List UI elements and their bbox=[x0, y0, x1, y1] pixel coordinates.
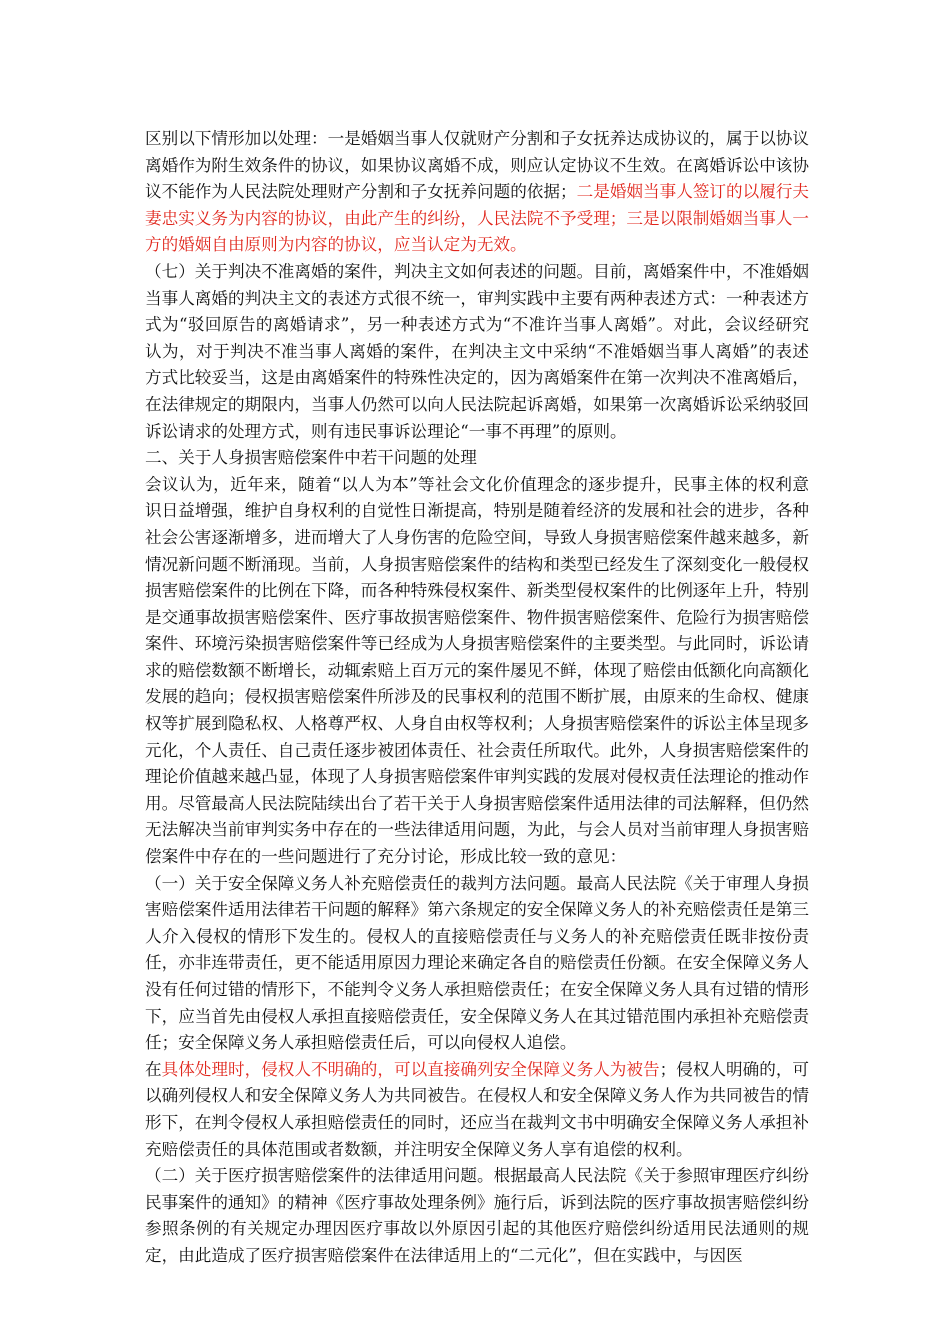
paragraph-personal-injury-overview: 会议认为，近年来，随着“以人为本”等社会文化价值理念的逐步提升，民事主体的权利意识日益增强，维护自身权利的自觉性日渐提高，特别是随着经济的发展和社会的进步，各种社会公害逐渐增多，进而增大了人身伤害的危险空间，导致人身损害赔偿案件越来越多，新情况新问题不断涌现。当前，人身损害赔偿案件的结构和类型已经发生了深刻变化一般侵权损害赔偿案件的比例在下降，而各种特殊侵权案件、新类型侵权案件的比例逐年上升，特别是交通事故损害赔偿案件、医疗事故损害赔偿案件、物件损害赔偿案件、危险行为损害赔偿案件、环境污染损害赔偿案件等已经成为人身损害赔偿案件的主要类型。与此同时，诉讼请求的赔偿数额不断增长，动辄索赔上百万元的案件屡见不鲜，体现了赔偿由低额化向高额化发展的趋向；侵权损害赔偿案件所涉及的民事权利的范围不断扩展，由原来的生命权、健康权等扩展到隐私权、人格尊严权、人身自由权等权利；人身损害赔偿案件的诉讼主体呈现多元化，个人责任、自己责任逐步被团体责任、社会责任所取代。此外，人身损害赔偿案件的理论价值越来越凸显，体现了人身损害赔偿案件审判实践的发展对侵权责任法理论的推动作用。尽管最高人民法院陆续出台了若干关于人身损害赔偿案件适用法律的司法解释，但仍然无法解决当前审判实务中存在的一些法律适用问题，为此，与会人员对当前审理人身损害赔偿案件中存在的一些问题进行了充分讨论，形成比较一致的意见： bbox=[145, 474, 809, 867]
paragraph-medical-damages: （二）关于医疗损害赔偿案件的法律适用问题。根据最高人民法院《关于参照审理医疗纠纷民事案件的通知》的精神《医疗事故处理条例》施行后，诉到法院的医疗事故损害赔偿纠纷参照条例的有关规定办理因医疗事故以外原因引起的其他医疗赔偿纠纷适用民法通则的规定，由此造成了医疗损害赔偿案件在法律适用上的“二元化”，但在实践中，与因医 bbox=[145, 1166, 809, 1265]
paragraph-text: 区别以下情形加以处理：一是婚姻当事人仅就财产分割和子女抚养达成协议的，属于以协议离婚作为附生效条件的协议，如果协议离婚不成，则应认定协议不生效。在离婚诉讼中该协议不能作为人民法院处理财产分割和子女抚养问题的依据； bbox=[145, 129, 809, 202]
highlighted-text: 具体处理时，侵权人不明确的，可以直接确列安全保障义务人为被告 bbox=[161, 1059, 660, 1079]
section-heading: 二、关于人身损害赔偿案件中若干问题的处理 bbox=[145, 448, 477, 468]
paragraph-text: 在 bbox=[145, 1059, 162, 1079]
paragraph-divorce-judgment: （七）关于判决不准离婚的案件，判决主文如何表述的问题。目前，离婚案件中，不准婚姻当事人离婚的判决主文的表述方式很不统一，审判实践中主要有两种表述方式：一种表述方式为“驳回原告的离婚请求”，另一种表述方式为“不准许当事人离婚”。对此，会议经研究认为，对于判决不准当事人离婚的案件，在判决主文中采纳“不准婚姻当事人离婚”的表述方式比较妥当，这是由离婚案件的特殊性决定的，因为离婚案件在第一次判决不准离婚后，在法律规定的期限内，当事人仍然可以向人民法院起诉离婚，如果第一次离婚诉讼采纳驳回诉讼请求的处理方式，则有违民事诉讼理论“一事不再理”的原则。 bbox=[145, 261, 809, 441]
paragraph-specific-handling bbox=[145, 1057, 809, 1163]
paragraph-security-obligation: （一）关于安全保障义务人补充赔偿责任的裁判方法问题。最高人民法院《关于审理人身损害赔偿案件适用法律若干问题的解释》第六条规定的安全保障义务人的补充赔偿责任是第三人介入侵权的情形下发生的。侵权人的直接赔偿责任与义务人的补充赔偿责任既非按份责任，亦非连带责任，更不能适用原因力理论来确定各自的赔偿责任份额。在安全保障义务人没有任何过错的情形下，不能判令义务人承担赔偿责任；在安全保障义务人具有过错的情形下，应当首先由侵权人承担直接赔偿责任，安全保障义务人在其过错范围内承担补充赔偿责任；安全保障义务人承担赔偿责任后，可以向侵权人追偿。 bbox=[145, 873, 809, 1053]
highlighted-text: 二是婚姻当事人签订的以履行夫妻忠实义务为内容的协议，由此产生的纠纷，人民法院不予受理；三是以限制婚姻当事人一方的婚姻自由原则为内容的协议，应当认定为无效。 bbox=[145, 182, 810, 255]
document-page bbox=[145, 126, 809, 1270]
paragraph-text: ；侵权人明确的，可以确列侵权人和安全保障义务人为共同被告。在侵权人和安全保障义务人作为共同被告的情形下，在判令侵权人承担赔偿责任的同时，还应当在裁判文书中明确安全保障义务人承担补充赔偿责任的具体范围或者数额，并注明安全保障义务人享有追偿的权利。 bbox=[145, 1059, 810, 1159]
paragraph-marital-agreements bbox=[145, 126, 809, 259]
